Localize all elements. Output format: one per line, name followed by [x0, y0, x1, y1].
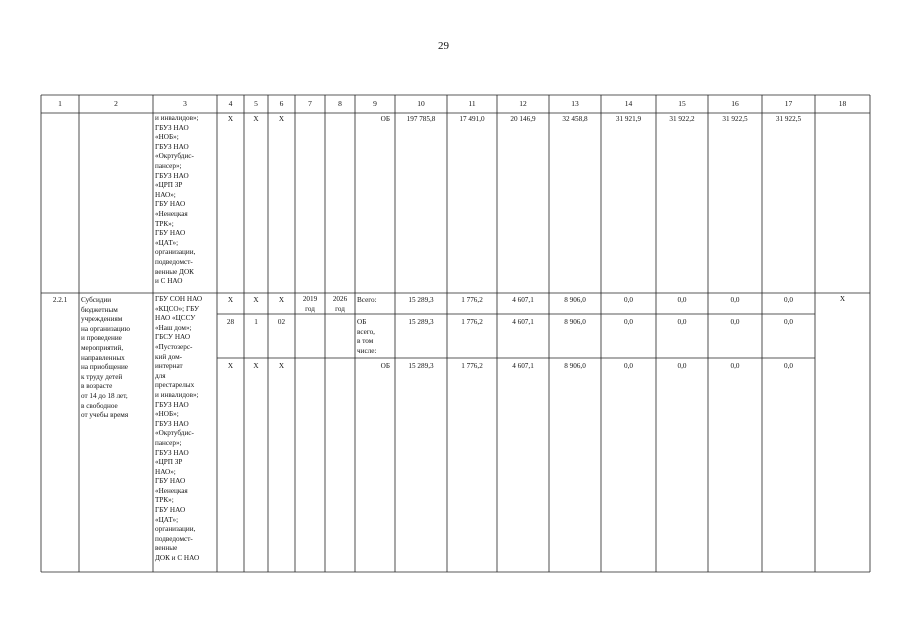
- page-number: 29: [438, 40, 449, 52]
- row2-name: Субсидии бюджетным учреждениям на организацию и проведение мероприятий, направленных на приобщение к труду детей в возрасте от 14 до 18 лет, в свободное от учебы время: [81, 296, 130, 420]
- sub2-source: ОБ: [380, 362, 390, 370]
- sub1-value-13: 8 906,0: [564, 318, 586, 326]
- sub1-col5: 1: [254, 318, 258, 326]
- sub2-value-11: 1 776,2: [461, 362, 483, 370]
- sub0-value-13: 8 906,0: [564, 296, 586, 304]
- sub1-value-16: 0,0: [730, 318, 740, 326]
- row1-col4: Х: [227, 115, 234, 123]
- sub2-col5: Х: [253, 362, 259, 370]
- sub0-value-11: 1 776,2: [461, 296, 483, 304]
- col-header-1: 1: [58, 99, 62, 108]
- sub2-value-16: 0,0: [730, 362, 740, 370]
- col-header-10: 10: [417, 99, 425, 108]
- row2-start-year: 2019 год: [302, 295, 318, 313]
- sub1-col4: 28: [226, 318, 235, 326]
- row1-value-16: 31 922,5: [722, 115, 748, 123]
- row1-value-17: 31 922,5: [775, 115, 802, 123]
- sub1-value-10: 15 289,3: [408, 318, 434, 326]
- col-header-14: 14: [624, 99, 633, 108]
- row1-value-12: 20 146,9: [510, 115, 536, 123]
- row1-executor: и инвалидов»; ГБУЗ НАО «НОБ»; ГБУЗ НАО «Окртубдис- пансер»; ГБУЗ НАО «ЦРП ЗР НАО»; ГБУ НАО «Ненецкая ТРК»; ГБУ НАО «ЦАТ»; организации, подведомст- венные ДОК и С НАО: [155, 114, 199, 286]
- col-header-13: 13: [571, 99, 579, 108]
- sub0-source: Всего:: [357, 296, 377, 304]
- sub1-value-17: 0,0: [784, 318, 793, 326]
- row2-number: 2.2.1: [52, 296, 68, 304]
- sub2-col6: Х: [278, 362, 285, 370]
- sub1-value-15: 0,0: [677, 318, 687, 326]
- row2-end-year: 2026 год: [332, 295, 348, 313]
- col-header-17: 17: [784, 99, 793, 108]
- row1-value-15: 31 922,2: [669, 115, 695, 123]
- sub2-value-12: 4 607,1: [512, 362, 534, 370]
- col-header-18: 18: [838, 99, 847, 108]
- col-header-4: 4: [228, 99, 233, 108]
- col-header-6: 6: [279, 99, 284, 108]
- row1-value-11: 17 491,0: [459, 115, 485, 123]
- sub0-value-10: 15 289,3: [408, 296, 434, 304]
- sub2-value-15: 0,0: [677, 362, 687, 370]
- col-header-9: 9: [373, 99, 377, 108]
- col-header-15: 15: [678, 99, 686, 108]
- row1-source: ОБ: [380, 115, 390, 123]
- col-header-2: 2: [114, 99, 118, 108]
- col-header-5: 5: [254, 99, 258, 108]
- sub0-col6: Х: [278, 296, 285, 304]
- sub1-value-12: 4 607,1: [512, 318, 534, 326]
- col-header-7: 7: [308, 99, 312, 108]
- sub0-col5: Х: [253, 296, 259, 304]
- row1-value-14: 31 921,9: [615, 115, 642, 123]
- sub1-value-14: 0,0: [624, 318, 633, 326]
- sub1-col6: 02: [277, 318, 286, 326]
- sub0-value-14: 0,0: [624, 296, 633, 304]
- sub0-col4: Х: [227, 296, 234, 304]
- sub2-value-13: 8 906,0: [564, 362, 586, 370]
- sub2-value-14: 0,0: [624, 362, 633, 370]
- row1-value-13: 32 458,8: [562, 115, 588, 123]
- sub1-source: ОБ всего, в том числе:: [357, 318, 377, 355]
- row1-col5: Х: [253, 115, 259, 123]
- row2-executor: ГБУ СОН НАО «КЦСО»; ГБУ НАО «ЦССУ «Наш дом»; ГБСУ НАО «Пустозерс- кий дом- интернат для престарелых и инвалидов»; ГБУЗ НАО «НОБ»; ГБУЗ НАО «Окртубдис- пансер»; ГБУЗ НАО «ЦРП ЗР НАО»; ГБУ НАО «Ненецкая ТРК»; ГБУ НАО «ЦАТ»; организации, подведомст- венные ДОК и С НАО: [155, 295, 203, 563]
- sub0-value-15: 0,0: [677, 296, 687, 304]
- sub2-value-10: 15 289,3: [408, 362, 434, 370]
- sub0-value-16: 0,0: [730, 296, 740, 304]
- row1-value-10: 197 785,8: [406, 115, 436, 123]
- sub1-value-11: 1 776,2: [461, 318, 483, 326]
- sub2-value-17: 0,0: [784, 362, 793, 370]
- sub0-value-12: 4 607,1: [512, 296, 534, 304]
- col-header-3: 3: [183, 99, 187, 108]
- row2-col18: Х: [839, 295, 846, 303]
- col-header-11: 11: [468, 99, 476, 108]
- row1-col6: Х: [278, 115, 285, 123]
- sub0-value-17: 0,0: [784, 296, 793, 304]
- sub2-col4: Х: [227, 362, 234, 370]
- col-header-8: 8: [338, 99, 342, 108]
- col-header-16: 16: [731, 99, 739, 108]
- col-header-12: 12: [519, 99, 527, 108]
